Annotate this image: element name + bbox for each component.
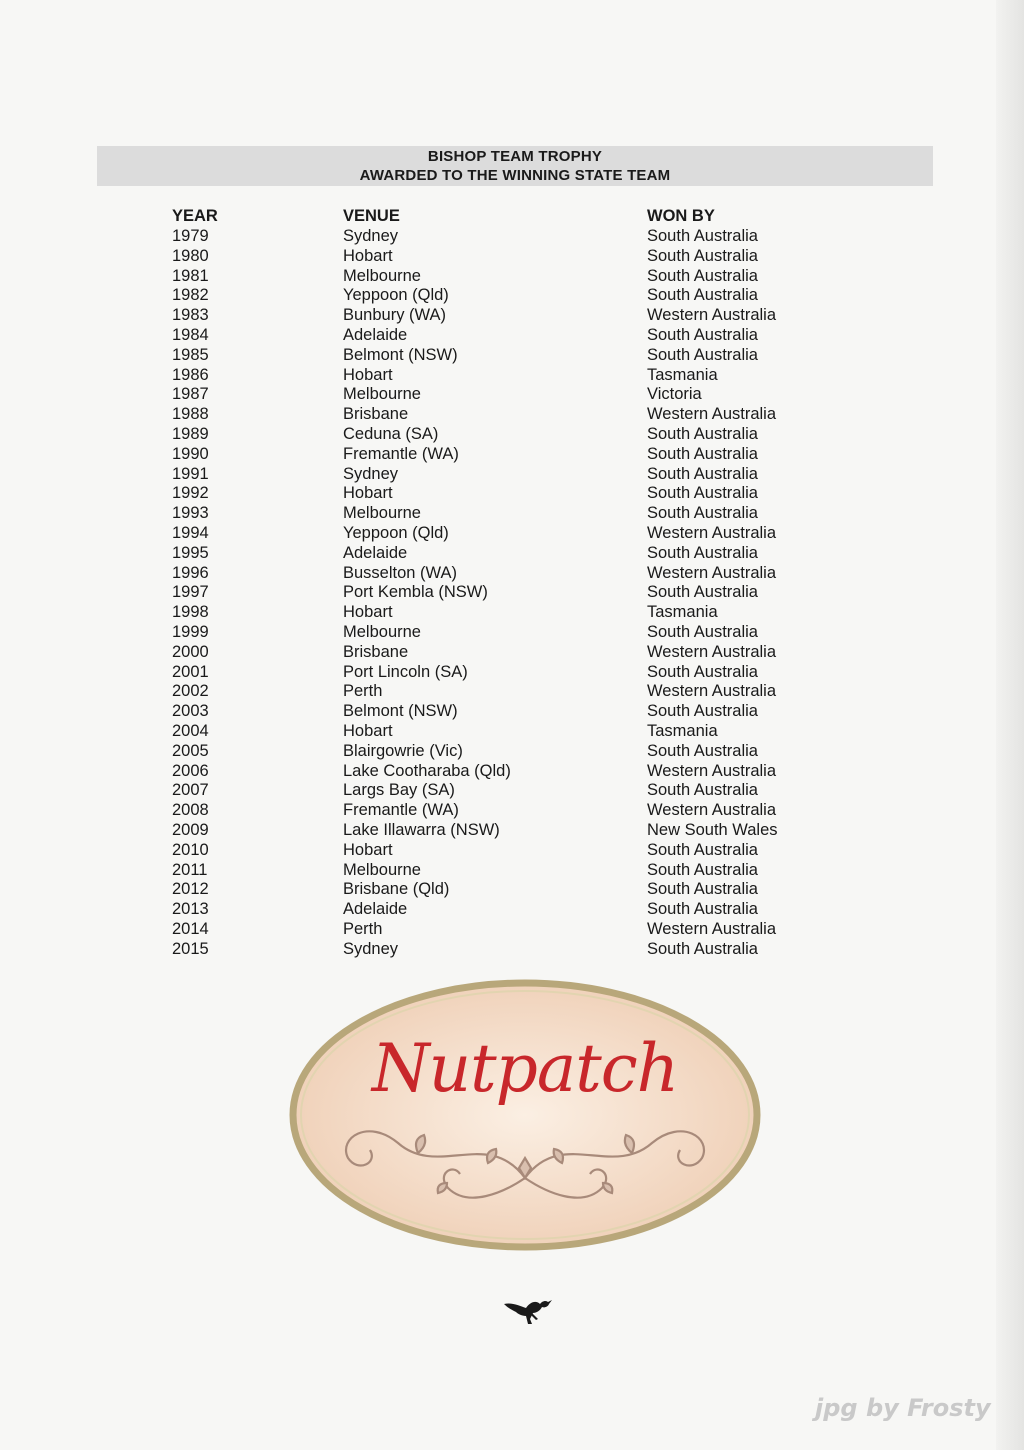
cell-year: 2006 — [172, 761, 209, 780]
cell-year: 1985 — [172, 345, 209, 364]
cell-venue: Melbourne — [343, 622, 421, 641]
cell-year: 1994 — [172, 523, 209, 542]
cell-won-by: South Australia — [647, 880, 758, 899]
cell-won-by: South Australia — [647, 583, 758, 602]
table-row — [172, 346, 872, 366]
cell-venue: Blairgowrie (Vic) — [343, 741, 463, 760]
cell-venue: Belmont (NSW) — [343, 702, 458, 721]
table-row — [172, 781, 872, 801]
cell-won-by: South Australia — [647, 464, 758, 483]
cell-won-by: South Australia — [647, 939, 758, 958]
cell-won-by: South Australia — [647, 662, 758, 681]
cell-won-by: South Australia — [647, 860, 758, 879]
table-row — [172, 524, 872, 544]
cell-venue: Adelaide — [343, 543, 408, 562]
cell-year: 1989 — [172, 424, 209, 443]
cell-year: 2010 — [172, 840, 209, 859]
cell-won-by: South Australia — [647, 444, 758, 463]
watermark: jpg by Frosty — [815, 1394, 991, 1422]
cell-venue: Perth — [343, 919, 383, 938]
cell-won-by: Tasmania — [647, 365, 718, 384]
cell-year: 1987 — [172, 385, 209, 404]
cell-won-by: Tasmania — [647, 721, 718, 740]
cell-venue: Melbourne — [343, 504, 421, 523]
cell-year: 1984 — [172, 325, 209, 344]
cell-year: 2000 — [172, 642, 209, 661]
cell-venue: Hobart — [343, 365, 393, 384]
trophy-title-band — [97, 146, 933, 186]
cell-venue: Adelaide — [343, 900, 408, 919]
table-row — [172, 742, 872, 762]
table-row — [172, 465, 872, 485]
table-row — [172, 405, 872, 425]
table-row — [172, 861, 872, 881]
cell-won-by: South Australia — [647, 227, 758, 245]
kangaroo-icon — [502, 1292, 554, 1326]
cell-won-by: South Australia — [647, 504, 758, 523]
table-row — [172, 722, 872, 742]
table-row — [172, 900, 872, 920]
cell-year: 2003 — [172, 702, 209, 721]
cell-venue: Ceduna (SA) — [343, 424, 439, 443]
cell-won-by: South Australia — [647, 900, 758, 919]
column-header-venue: VENUE — [343, 207, 400, 225]
cell-venue: Yeppoon (Qld) — [343, 286, 449, 305]
cell-won-by: South Australia — [647, 424, 758, 443]
table-row — [172, 425, 872, 445]
cell-year: 1988 — [172, 405, 209, 424]
cell-venue: Fremantle (WA) — [343, 801, 459, 820]
table-row — [172, 366, 872, 386]
cell-venue: Port Lincoln (SA) — [343, 662, 468, 681]
cell-venue: Busselton (WA) — [343, 563, 458, 582]
cell-year: 1998 — [172, 603, 209, 622]
cell-year: 2001 — [172, 662, 209, 681]
cell-year: 2014 — [172, 919, 209, 938]
table-row — [172, 702, 872, 722]
cell-venue: Melbourne — [343, 266, 421, 285]
results-table — [172, 205, 872, 959]
table-row — [172, 920, 872, 940]
cell-year: 1980 — [172, 246, 209, 265]
cell-won-by: South Australia — [647, 741, 758, 760]
table-row — [172, 286, 872, 306]
cell-venue: Sydney — [343, 464, 399, 483]
cell-venue: Lake Illawarra (NSW) — [343, 820, 500, 839]
table-row — [172, 663, 872, 683]
cell-won-by: South Australia — [647, 484, 758, 503]
table-row — [172, 484, 872, 504]
cell-venue: Hobart — [343, 840, 393, 859]
table-row — [172, 762, 872, 782]
cell-venue: Brisbane — [343, 642, 409, 661]
table-row — [172, 801, 872, 821]
table-row — [172, 841, 872, 861]
cell-won-by: South Australia — [647, 325, 758, 344]
cell-won-by: South Australia — [647, 246, 758, 265]
trophy-subtitle: AWARDED TO THE WINNING STATE TEAM — [359, 167, 671, 184]
table-row — [172, 227, 872, 247]
cell-venue: Largs Bay (SA) — [343, 781, 455, 800]
logo-oval — [293, 983, 757, 1247]
cell-venue: Melbourne — [343, 860, 421, 879]
cell-won-by: Western Australia — [647, 523, 777, 542]
page-edge — [996, 0, 1024, 1450]
cell-won-by: Western Australia — [647, 801, 777, 820]
cell-year: 1996 — [172, 563, 209, 582]
table-row — [172, 682, 872, 702]
cell-year: 1992 — [172, 484, 209, 503]
cell-won-by: South Australia — [647, 543, 758, 562]
nutpatch-logo — [288, 978, 762, 1252]
cell-venue: Fremantle (WA) — [343, 444, 459, 463]
cell-venue: Perth — [343, 682, 383, 701]
cell-won-by: Western Australia — [647, 306, 777, 325]
table-row — [172, 583, 872, 603]
table-row — [172, 544, 872, 564]
cell-venue: Brisbane — [343, 405, 409, 424]
cell-won-by: South Australia — [647, 622, 758, 641]
cell-venue: Lake Cootharaba (Qld) — [343, 761, 511, 780]
cell-year: 1995 — [172, 543, 209, 562]
table-row — [172, 306, 872, 326]
table-row — [172, 821, 872, 841]
cell-venue: Hobart — [343, 603, 393, 622]
table-row — [172, 643, 872, 663]
cell-venue: Hobart — [343, 721, 393, 740]
cell-won-by: Western Australia — [647, 563, 777, 582]
cell-venue: Sydney — [343, 227, 399, 245]
table-row — [172, 326, 872, 346]
table-row — [172, 603, 872, 623]
cell-venue: Yeppoon (Qld) — [343, 523, 449, 542]
column-header-year: YEAR — [172, 207, 218, 225]
cell-year: 2011 — [172, 860, 208, 879]
cell-venue: Belmont (NSW) — [343, 345, 458, 364]
cell-year: 2009 — [172, 820, 209, 839]
cell-won-by: Tasmania — [647, 603, 718, 622]
cell-won-by: Western Australia — [647, 919, 777, 938]
cell-venue: Brisbane (Qld) — [343, 880, 450, 899]
table-row — [172, 623, 872, 643]
cell-won-by: New South Wales — [647, 820, 778, 839]
cell-venue: Adelaide — [343, 325, 408, 344]
table-header-row — [172, 205, 872, 227]
table-row — [172, 267, 872, 287]
cell-year: 2005 — [172, 741, 209, 760]
cell-year: 1993 — [172, 504, 209, 523]
cell-won-by: Western Australia — [647, 682, 777, 701]
trophy-title: BISHOP TEAM TROPHY — [427, 148, 603, 165]
cell-year: 1991 — [172, 464, 209, 483]
table-row — [172, 940, 872, 960]
cell-venue: Bunbury (WA) — [343, 306, 446, 325]
cell-year: 1982 — [172, 286, 209, 305]
cell-won-by: Victoria — [647, 385, 702, 404]
cell-year: 2008 — [172, 801, 209, 820]
cell-venue: Melbourne — [343, 385, 421, 404]
cell-venue: Hobart — [343, 246, 393, 265]
column-header-won-by: WON BY — [647, 207, 715, 225]
cell-won-by: Western Australia — [647, 642, 777, 661]
table-row — [172, 880, 872, 900]
cell-year: 1999 — [172, 622, 209, 641]
cell-year: 2004 — [172, 721, 209, 740]
logo-wordmark: Nutpatch — [371, 1030, 679, 1107]
cell-venue: Sydney — [343, 939, 399, 958]
cell-won-by: Western Australia — [647, 761, 777, 780]
cell-year: 2002 — [172, 682, 209, 701]
cell-won-by: Western Australia — [647, 405, 777, 424]
table-row — [172, 385, 872, 405]
table-row — [172, 445, 872, 465]
table-row — [172, 247, 872, 267]
cell-year: 1981 — [172, 266, 209, 285]
cell-year: 1979 — [172, 227, 209, 245]
cell-year: 2013 — [172, 900, 209, 919]
cell-won-by: South Australia — [647, 840, 758, 859]
cell-year: 1986 — [172, 365, 209, 384]
cell-year: 2015 — [172, 939, 209, 958]
table-row — [172, 504, 872, 524]
cell-won-by: South Australia — [647, 345, 758, 364]
cell-won-by: South Australia — [647, 781, 758, 800]
cell-venue: Hobart — [343, 484, 393, 503]
table-row — [172, 564, 872, 584]
cell-year: 1990 — [172, 444, 209, 463]
cell-year: 2012 — [172, 880, 209, 899]
cell-won-by: South Australia — [647, 286, 758, 305]
cell-won-by: South Australia — [647, 702, 758, 721]
cell-won-by: South Australia — [647, 266, 758, 285]
cell-year: 1983 — [172, 306, 209, 325]
cell-year: 1997 — [172, 583, 209, 602]
cell-venue: Port Kembla (NSW) — [343, 583, 488, 602]
cell-year: 2007 — [172, 781, 209, 800]
